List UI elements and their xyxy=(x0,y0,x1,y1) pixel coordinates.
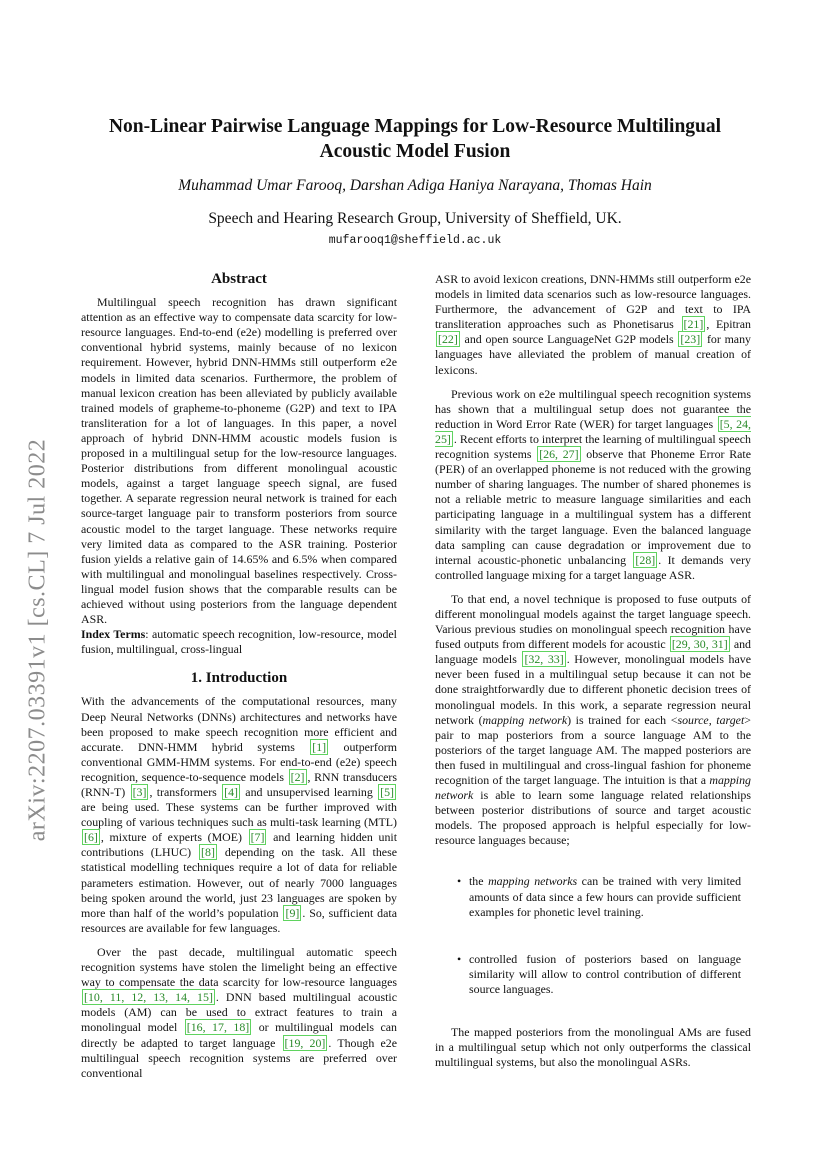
email[interactable]: mufarooq1@sheffield.ac.uk xyxy=(328,234,502,247)
text-run: or multilingual models can directly be adapted to target language xyxy=(81,1020,398,1050)
citation-link[interactable]: [29, 30, 31] xyxy=(671,637,728,652)
citation-link[interactable]: [21] xyxy=(683,317,704,332)
contribution-item xyxy=(435,874,751,919)
intro-paragraph-5 xyxy=(435,592,751,849)
text-run: With the advancements of the computational resources, many Deep Neural Networks (DNNs) architectures and networks have been proposed to make speech recognition more efficient and accurate. DNN-HMM hybrid systems xyxy=(81,694,397,754)
italic-term: mapping networks xyxy=(488,874,578,889)
arxiv-stamp xyxy=(16,380,60,900)
citation-link[interactable]: [10, 11, 12, 13, 14, 15] xyxy=(84,990,213,1005)
citation-link[interactable]: [8] xyxy=(201,845,215,860)
text-run: ASR to avoid lexicon creations, DNN-HMMs still outperform e2e models in limited data scenarios such as low-resource languages. Furthermore, the advancement of G2P and text to IPA transliteration approaches such as Phonetisarus xyxy=(435,272,751,332)
right-column xyxy=(435,272,751,1070)
abstract-heading: Abstract xyxy=(211,271,267,287)
citation-link[interactable]: [6] xyxy=(84,830,98,845)
intro-paragraph-6: The mapped posteriors from the monolingual AMs are fused in a multilingual setup which not only outperforms the classical multilingual systems, but also the monolingual ASRs. xyxy=(435,1025,751,1070)
index-terms-text: : automatic speech recognition, low-resource, model fusion, multilingual, cross-lingual xyxy=(81,627,397,657)
citation-link[interactable]: [1] xyxy=(312,739,327,754)
text-run: and open source LanguageNet G2P models xyxy=(460,332,678,347)
text-run: , Epitran xyxy=(706,317,751,332)
text-run: controlled fusion of posteriors based on language similarity will allow to control contribution of different source languages. xyxy=(469,951,741,996)
citation-link[interactable]: [32, 33] xyxy=(524,652,564,667)
text-run: outperform conventional GMM-HMM systems. For end-to-end (e2e) speech recognition, sequence-to-sequence models xyxy=(81,739,397,784)
citation-link[interactable]: [3] xyxy=(132,785,147,799)
title-line-2: Acoustic Model Fusion xyxy=(319,141,511,162)
citation-link[interactable]: [28] xyxy=(635,552,656,567)
citation-link[interactable]: [22] xyxy=(438,332,458,347)
contribution-item xyxy=(435,952,751,997)
text-run: , RNN transducers (RNN-T) xyxy=(81,769,397,799)
left-column xyxy=(81,272,397,1081)
intro-paragraph-1 xyxy=(81,694,397,936)
citation-link[interactable]: [23] xyxy=(680,332,701,347)
text-run: and language models xyxy=(435,637,751,667)
abstract-text: Multilingual speech recognition has drawn significant attention as an effective way to compensate data scarcity for low-resource languages. End-to-end (e2e) modelling is preferred over conventional hybrid systems, mainly because of no lexicon requirement. However, hybrid DNN-HMMs still outperform e2e models in limited data scenarios. Furthermore, the problem of manual lexicon creation has been alleviated by publicly available trained models of grapheme-to-phoneme (G2P) and text to IPA transliteration for a lot of languages. In this paper, a novel approach of hybrid DNN-HMM acoustic models fusion is proposed in a multilingual setup for the low-resource languages. Posterior distributions from different monolingual acoustic models, against a target language speech signal, are fused together. A separate regression neural network is trained for each source-target language pair to transform posteriors from source acoustic model to the target language. These networks require very limited data as compared to the ASR training. Posterior fusion yields a relative gain of 14.65% and 6.5% when compared with multilingual and monolingual baselines respectively. Cross-lingual model fusion shows that the comparable results can be achieved without using posteriors from the language dependent ASR. xyxy=(81,295,397,627)
text-run: the xyxy=(469,874,489,889)
title-line-1: Non-Linear Pairwise Language Mappings for Low-Resource Multilingual xyxy=(108,116,722,137)
text-run: is able to learn some language related relationships between posterior distributions of source and target acoustic models. The proposed approach is helpful especially for low-resource languages because; xyxy=(435,788,751,848)
affiliation: Speech and Hearing Research Group, University of Sheffield, UK. xyxy=(208,210,622,227)
citation-link[interactable]: [4] xyxy=(224,785,238,799)
text-run: . DNN based multilingual acoustic models (AM) can be used to extract features to train a monolingual model xyxy=(81,990,397,1035)
italic-term: mapping network xyxy=(482,712,568,727)
italic-term: mapping network xyxy=(435,773,751,803)
text-run: and learning hidden unit contributions (LHUC) xyxy=(81,830,397,860)
text-run: are being used. These systems can be further improved with coupling of various techniques such as multi-task learning (MTL) xyxy=(81,800,397,830)
paper-title xyxy=(90,114,740,164)
arxiv-stamp-text: arXiv:2207.03391v1 [cs.CL] 7 Jul 2022 xyxy=(24,438,51,842)
text-run: . Recent efforts to interpret the learning of multilingual speech recognition systems xyxy=(435,431,751,462)
intro-paragraph-2 xyxy=(81,945,397,1081)
text-run: observe that Phoneme Error Rate (PER) of an overlapped phoneme is not reduced with the growing number of sharing languages. The number of shared phonemes is not a reliable metric to measure language similarities and each participating language in a multilingual system has a different similarity with the target language. Even the balanced language data sampling can cause degradation or improvement due to internal acoustic-phonetic unbalancing xyxy=(435,447,751,567)
text-run: can be trained with very limited amounts of data since a few hours can provide sufficient examples for phonetic level training. xyxy=(469,874,742,919)
contribution-list xyxy=(435,874,751,997)
citation-link[interactable]: [9] xyxy=(285,905,300,920)
text-run: and unsupervised learning xyxy=(241,785,378,799)
intro-heading: 1. Introduction xyxy=(190,670,288,687)
intro-paragraph-4 xyxy=(435,387,751,583)
text-run: depending on the task. All these statistical modelling techniques require a lot of data for reliable parameters estimation. However, out of nearly 7000 languages being spoken around the world, just 23 languages are spoken by more than half of the world’s population xyxy=(81,845,397,920)
citation-link[interactable]: [26, 27] xyxy=(539,447,579,462)
authors: Muhammad Umar Farooq, Darshan Adiga Haniya Narayana, Thomas Hain xyxy=(178,177,652,194)
italic-term: source, target xyxy=(677,712,745,727)
index-terms-label: Index Terms xyxy=(81,627,146,642)
citation-link[interactable]: [19, 20] xyxy=(284,1035,326,1050)
text-run: ) is trained for each < xyxy=(567,712,678,727)
text-run: , mixture of experts (MOE) xyxy=(100,830,248,845)
text-run: . It demands very controlled language mixing for a target language ASR. xyxy=(435,552,751,582)
text-run: , transformers xyxy=(149,785,222,799)
citation-link[interactable]: [5] xyxy=(380,785,394,799)
index-terms xyxy=(81,627,397,657)
text-run: . So, sufficient data resources are available for few languages. xyxy=(81,905,397,935)
text-run: > pair to map posteriors from a source language AM to the posteriors of the target language AM. The mapped posteriors are then fused in multilingual and cross-lingual fashion for phoneme recognition of the target language. The intuition is that a xyxy=(435,712,751,787)
text-run: . However, monolingual models have never been fused in a multilingual setup because it can not be done straightforwardly due to different phonetic decision trees of monolingual models. In this work, a separate regression neural network ( xyxy=(435,652,751,727)
citation-link[interactable]: [2] xyxy=(290,769,305,784)
intro-paragraph-3 xyxy=(435,272,751,378)
citation-link[interactable]: [5, 24, 25] xyxy=(435,416,751,446)
text-run: To that end, a novel technique is proposed to fuse outputs of different monolingual models against the target language speech. Various previous studies on monolingual speech recognition have fused outputs from different models for acoustic xyxy=(435,591,751,652)
citation-link[interactable]: [7] xyxy=(250,830,265,845)
text-run: Over the past decade, multilingual automatic speech recognition systems have stolen the limelight being an effective way to compensate the data scarcity for low-resource languages xyxy=(81,944,397,990)
text-run: for many languages have alleviated the problem of manual creation of lexicons. xyxy=(435,332,751,377)
text-run: Previous work on e2e multilingual speech recognition systems has shown that a multilingual setup does not guarantee the reduction in Word Error Rate (WER) for target languages xyxy=(435,386,751,431)
citation-link[interactable]: [16, 17, 18] xyxy=(186,1020,250,1035)
text-run: . Though e2e multilingual speech recognition systems are preferred over conventional xyxy=(81,1035,397,1080)
